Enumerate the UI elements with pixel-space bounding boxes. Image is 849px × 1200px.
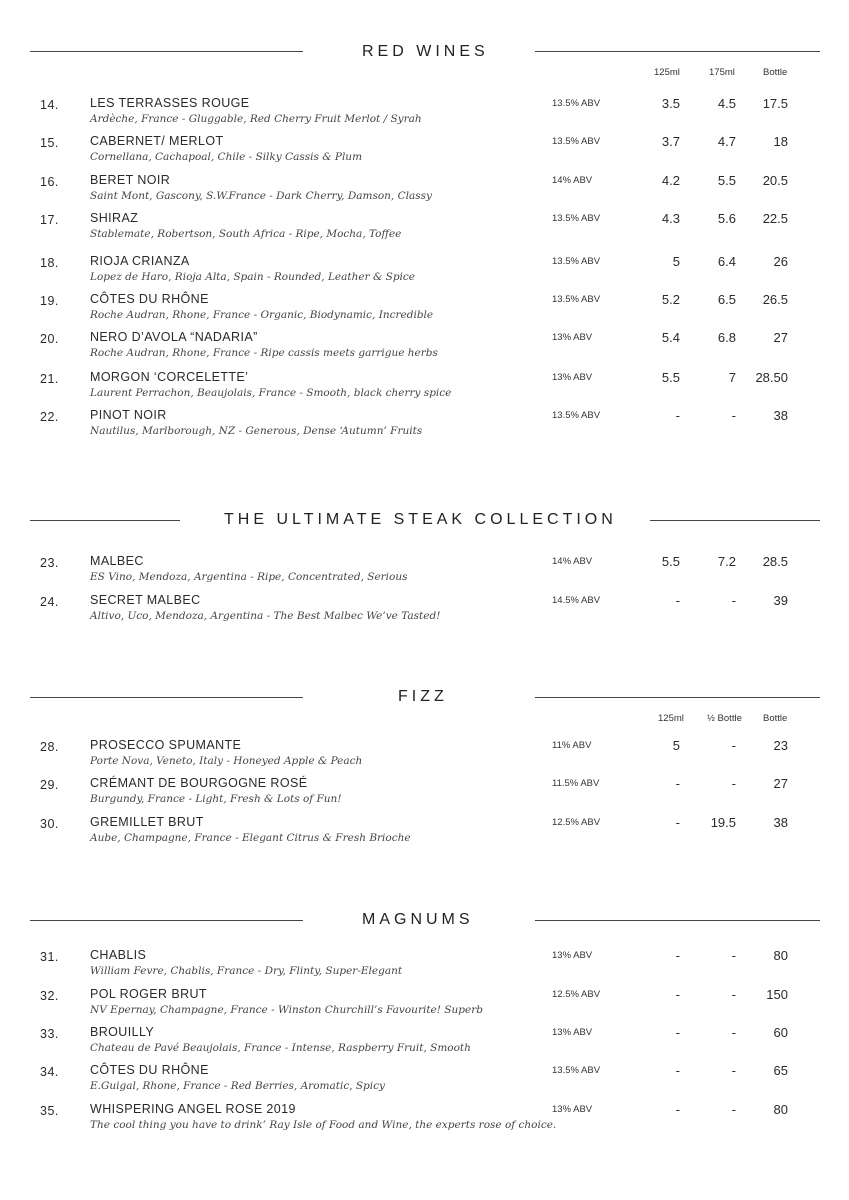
wine-abv: 11% ABV: [552, 740, 592, 751]
wine-abv: 14.5% ABV: [552, 595, 601, 606]
wine-name: LES TERRASSES ROUGE: [90, 96, 250, 110]
wine-row: [0, 1102, 849, 1140]
item-number: 23.: [40, 556, 59, 570]
section-divider: [30, 697, 303, 698]
wine-row: [0, 554, 849, 592]
item-number: 17.: [40, 213, 59, 227]
wine-row: [0, 948, 849, 986]
wine-row: [0, 134, 849, 172]
wine-abv: 14% ABV: [552, 556, 593, 567]
wine-row: [0, 330, 849, 368]
wine-description: Aube, Champagne, France - Elegant Citrus & Fresh Brioche: [90, 832, 411, 844]
price-large-glass: -: [731, 408, 736, 423]
price-large-glass: 6.8: [717, 330, 736, 345]
wine-name: WHISPERING ANGEL ROSE 2019: [90, 1102, 296, 1116]
wine-name: PROSECCO SPUMANTE: [90, 738, 242, 752]
wine-abv: 13.5% ABV: [552, 294, 601, 305]
wine-description: Ardèche, France - Gluggable, Red Cherry Fruit Merlot / Syrah: [90, 113, 422, 125]
item-number: 20.: [40, 332, 59, 346]
col-header-bottle: Bottle: [763, 67, 788, 78]
section-divider: [535, 697, 820, 698]
wine-description: Altivo, Uco, Mendoza, Argentina - The Best Malbec We’ve Tasted!: [90, 610, 441, 622]
wine-abv: 12.5% ABV: [552, 817, 601, 828]
price-small-glass: 3.7: [661, 134, 680, 149]
wine-abv: 13.5% ABV: [552, 410, 601, 421]
section-divider: [535, 51, 820, 52]
price-bottle: 60: [773, 1025, 788, 1040]
item-number: 19.: [40, 294, 59, 308]
wine-row: [0, 254, 849, 292]
price-bottle: 22.5: [762, 211, 788, 226]
price-small-glass: 5.5: [661, 554, 680, 569]
price-small-glass: -: [675, 987, 680, 1002]
wine-abv: 13.5% ABV: [552, 256, 601, 267]
wine-name: BROUILLY: [90, 1025, 155, 1039]
price-large-glass: 4.5: [717, 96, 736, 111]
price-bottle: 26.5: [762, 292, 788, 307]
wine-description: The cool thing you have to drink’ Ray Isle of Food and Wine, the experts rose of choice.: [90, 1119, 557, 1131]
wine-description: NV Epernay, Champagne, France - Winston Churchill’s Favourite! Superb: [90, 1004, 483, 1016]
wine-name: MALBEC: [90, 554, 144, 568]
price-bottle: 38: [773, 408, 788, 423]
price-large-glass: 6.4: [717, 254, 736, 269]
price-large-glass: 7.2: [717, 554, 736, 569]
price-large-glass: 4.7: [717, 134, 736, 149]
price-bottle: 20.5: [762, 173, 788, 188]
wine-description: ES Vino, Mendoza, Argentina - Ripe, Concentrated, Serious: [90, 571, 408, 583]
price-bottle: 80: [773, 1102, 788, 1117]
wine-description: Porte Nova, Veneto, Italy - Honeyed Apple & Peach: [90, 755, 363, 767]
price-large-glass: -: [731, 776, 736, 791]
wine-row: [0, 408, 849, 446]
wine-row: [0, 96, 849, 134]
price-large-glass: -: [731, 1025, 736, 1040]
item-number: 16.: [40, 175, 59, 189]
wine-name: MORGON ‘CORCELETTE’: [90, 370, 249, 384]
item-number: 35.: [40, 1104, 59, 1118]
price-bottle: 150: [766, 987, 788, 1002]
item-number: 21.: [40, 372, 59, 386]
price-bottle: 27: [773, 330, 788, 345]
price-bottle: 27: [773, 776, 788, 791]
price-small-glass: -: [675, 593, 680, 608]
section-divider: [650, 520, 820, 521]
item-number: 24.: [40, 595, 59, 609]
col-header-125ml: 125ml: [654, 67, 680, 78]
wine-name: RIOJA CRIANZA: [90, 254, 190, 268]
wine-abv: 13.5% ABV: [552, 98, 601, 109]
item-number: 14.: [40, 98, 59, 112]
wine-row: [0, 1025, 849, 1063]
price-bottle: 38: [773, 815, 788, 830]
price-bottle: 26: [773, 254, 788, 269]
wine-abv: 13% ABV: [552, 372, 593, 383]
wine-row: [0, 1063, 849, 1101]
price-large-glass: -: [731, 987, 736, 1002]
wine-row: [0, 738, 849, 776]
price-large-glass: 5.5: [717, 173, 736, 188]
wine-description: Saint Mont, Gascony, S.W.France - Dark Cherry, Damson, Classy: [90, 190, 432, 202]
wine-description: Burgundy, France - Light, Fresh & Lots of Fun!: [90, 793, 342, 805]
wine-name: POL ROGER BRUT: [90, 987, 207, 1001]
price-small-glass: -: [675, 776, 680, 791]
section-divider: [30, 520, 180, 521]
price-large-glass: -: [731, 1102, 736, 1117]
wine-description: Stablemate, Robertson, South Africa - Ripe, Mocha, Toffee: [90, 228, 402, 240]
price-small-glass: -: [675, 948, 680, 963]
wine-description: E.Guigal, Rhone, France - Red Berries, Aromatic, Spicy: [90, 1080, 385, 1092]
col-header-half-bottle: ½ Bottle: [707, 713, 742, 724]
price-bottle: 17.5: [762, 96, 788, 111]
price-small-glass: 4.3: [661, 211, 680, 226]
wine-name: GREMILLET BRUT: [90, 815, 204, 829]
price-bottle: 28.5: [762, 554, 788, 569]
wine-name: SECRET MALBEC: [90, 593, 201, 607]
price-bottle: 65: [773, 1063, 788, 1078]
price-small-glass: 5.5: [661, 370, 680, 385]
col-header-125ml: 125ml: [658, 713, 684, 724]
wine-name: CRÉMANT DE BOURGOGNE ROSÉ: [90, 776, 308, 790]
wine-name: CÔTES DU RHÔNE: [90, 292, 209, 306]
wine-description: Laurent Perrachon, Beaujolais, France - Smooth, black cherry spice: [90, 387, 452, 399]
section-title-red-wines: RED WINES: [362, 43, 489, 60]
wine-row: [0, 211, 849, 249]
item-number: 29.: [40, 778, 59, 792]
wine-row: [0, 370, 849, 408]
wine-description: Cornellana, Cachapoal, Chile - Silky Cassis & Plum: [90, 151, 363, 163]
section-divider: [30, 920, 303, 921]
price-bottle: 18: [773, 134, 788, 149]
wine-name: NERO D’AVOLA “NADARIA”: [90, 330, 258, 344]
wine-description: Nautilus, Marlborough, NZ - Generous, Dense ‘Autumn’ Fruits: [90, 425, 423, 437]
wine-name: CÔTES DU RHÔNE: [90, 1063, 209, 1077]
price-large-glass: 5.6: [717, 211, 736, 226]
wine-abv: 13.5% ABV: [552, 213, 601, 224]
col-header-bottle: Bottle: [763, 713, 788, 724]
item-number: 18.: [40, 256, 59, 270]
price-large-glass: 7: [728, 370, 736, 385]
wine-abv: 13% ABV: [552, 332, 593, 343]
price-small-glass: 5.4: [661, 330, 680, 345]
price-large-glass: -: [731, 948, 736, 963]
price-small-glass: -: [675, 408, 680, 423]
wine-abv: 13.5% ABV: [552, 1065, 601, 1076]
price-bottle: 23: [773, 738, 788, 753]
item-number: 32.: [40, 989, 59, 1003]
wine-row: [0, 987, 849, 1025]
price-bottle: 39: [773, 593, 788, 608]
wine-description: Lopez de Haro, Rioja Alta, Spain - Rounded, Leather & Spice: [90, 271, 415, 283]
section-divider: [535, 920, 820, 921]
section-title-fizz: FIZZ: [398, 688, 448, 705]
wine-abv: 14% ABV: [552, 175, 593, 186]
wine-row: [0, 815, 849, 853]
price-small-glass: -: [675, 1063, 680, 1078]
col-header-175ml: 175ml: [709, 67, 735, 78]
price-small-glass: 5: [672, 254, 680, 269]
wine-abv: 13% ABV: [552, 950, 593, 961]
section-divider: [30, 51, 303, 52]
price-large-glass: -: [731, 593, 736, 608]
wine-row: [0, 173, 849, 211]
item-number: 31.: [40, 950, 59, 964]
price-bottle: 80: [773, 948, 788, 963]
wine-abv: 13.5% ABV: [552, 136, 601, 147]
price-small-glass: -: [675, 1102, 680, 1117]
price-small-glass: 4.2: [661, 173, 680, 188]
price-large-glass: -: [731, 1063, 736, 1078]
wine-description: Roche Audran, Rhone, France - Ripe cassis meets garrigue herbs: [90, 347, 438, 359]
item-number: 34.: [40, 1065, 59, 1079]
wine-name: PINOT NOIR: [90, 408, 167, 422]
item-number: 15.: [40, 136, 59, 150]
price-large-glass: -: [731, 738, 736, 753]
wine-abv: 12.5% ABV: [552, 989, 601, 1000]
wine-abv: 11.5% ABV: [552, 778, 600, 789]
price-large-glass: 6.5: [717, 292, 736, 307]
item-number: 33.: [40, 1027, 59, 1041]
price-small-glass: -: [675, 815, 680, 830]
wine-row: [0, 776, 849, 814]
price-small-glass: 3.5: [661, 96, 680, 111]
wine-name: CABERNET/ MERLOT: [90, 134, 224, 148]
section-title-steak-collection: THE ULTIMATE STEAK COLLECTION: [224, 511, 617, 528]
price-small-glass: 5.2: [661, 292, 680, 307]
wine-abv: 13% ABV: [552, 1027, 593, 1038]
item-number: 28.: [40, 740, 59, 754]
wine-name: BERET NOIR: [90, 173, 171, 187]
item-number: 30.: [40, 817, 59, 831]
price-large-glass: 19.5: [710, 815, 736, 830]
section-title-magnums: MAGNUMS: [362, 911, 474, 928]
wine-name: SHIRAZ: [90, 211, 139, 225]
wine-name: CHABLIS: [90, 948, 147, 962]
wine-row: [0, 593, 849, 631]
wine-description: Chateau de Pavé Beaujolais, France - Intense, Raspberry Fruit, Smooth: [90, 1042, 471, 1054]
price-small-glass: -: [675, 1025, 680, 1040]
wine-description: William Fevre, Chablis, France - Dry, Flinty, Super-Elegant: [90, 965, 403, 977]
price-bottle: 28.50: [755, 370, 788, 385]
item-number: 22.: [40, 410, 59, 424]
price-small-glass: 5: [672, 738, 680, 753]
wine-row: [0, 292, 849, 330]
wine-description: Roche Audran, Rhone, France - Organic, Biodynamic, Incredible: [90, 309, 434, 321]
wine-abv: 13% ABV: [552, 1104, 593, 1115]
